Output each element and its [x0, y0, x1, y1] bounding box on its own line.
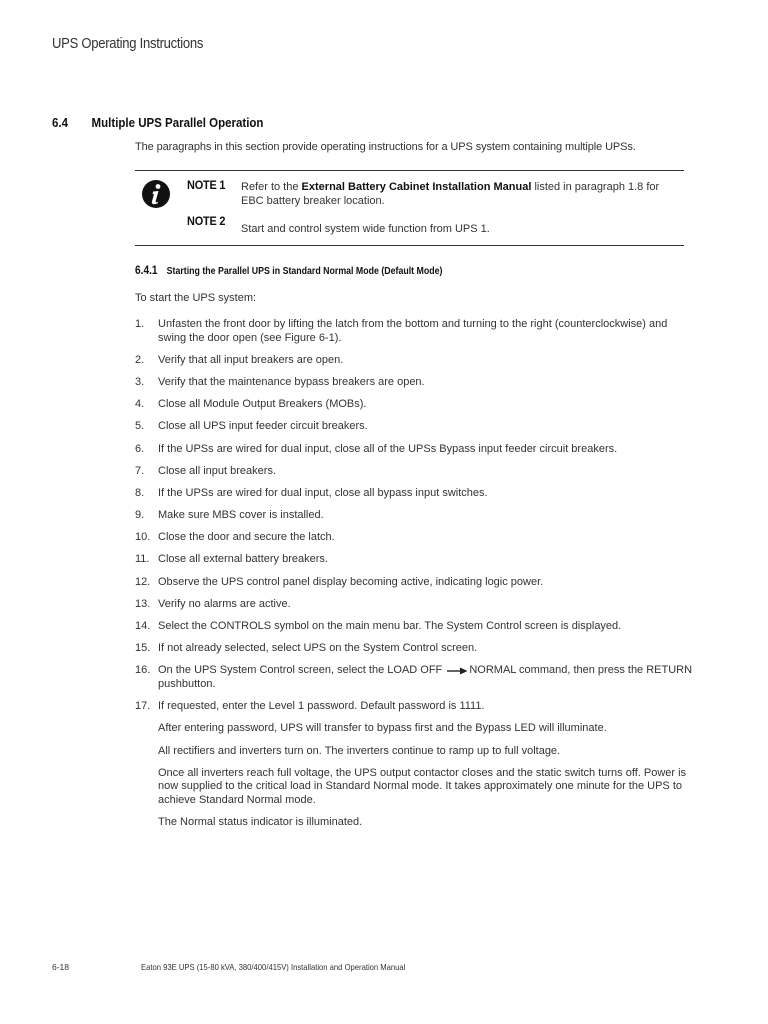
list-item: 4. Close all Module Output Breakers (MOBs).: [135, 398, 367, 411]
note-1-suffix: listed in paragraph 1.8 for EBC battery breaker location.: [241, 181, 660, 207]
list-item: 5. Close all UPS input feeder circuit breakers.: [135, 420, 368, 433]
subsection-title: Starting the Parallel UPS in Standard Normal Mode (Default Mode): [166, 266, 443, 277]
note-1-prefix: Refer to the: [241, 181, 302, 193]
step-list: [135, 318, 695, 838]
list-item: 15. If not already selected, select UPS on the System Control screen.: [135, 642, 478, 655]
list-item: 1. Unfasten the front door by lifting the latch from the bottom and turning to the right (counterclockwise) and swing the door open (see Figure 6-1).: [135, 318, 668, 344]
step-17-detail: Once all inverters reach full voltage, the UPS output contactor closes and the static switch turns off. Power is now supplied to the critical load in Standard Normal mode. It takes approximately one minute for the UPS to achieve Standard Normal mode.: [158, 766, 687, 806]
footer-page-number: 6-18: [52, 962, 70, 972]
note-top-rule: [135, 170, 684, 171]
list-item: 6. If the UPSs are wired for dual input, close all of the UPSs Bypass input feeder circuit breakers.: [135, 442, 618, 455]
section-heading: [52, 116, 263, 130]
list-item: 12. Observe the UPS control panel display becoming active, indicating logic power.: [135, 575, 544, 588]
note-bottom-rule: [135, 245, 684, 246]
note-2-text: Start and control system wide function from UPS 1.: [241, 223, 490, 235]
step-17-detail: After entering password, UPS will transfer to bypass first and the Bypass LED will illuminate.: [158, 722, 607, 735]
list-item: 11. Close all external battery breakers.: [135, 553, 328, 566]
list-item: 2. Verify that all input breakers are open.: [135, 353, 344, 366]
info-icon: [141, 179, 171, 209]
step-17-detail: The Normal status indicator is illuminated.: [158, 816, 363, 829]
list-item: 16. On the UPS System Control screen, select the LOAD OFF NORMAL command, then press the RETURN pushbutton.: [135, 664, 693, 690]
page-header: UPS Operating Instructions: [52, 36, 204, 52]
subsection-number: 6.4.1: [135, 265, 158, 277]
note-2-label: NOTE 2: [187, 216, 226, 228]
note-1-label: NOTE 1: [187, 180, 226, 192]
arrow-right-icon: [446, 667, 468, 675]
list-item: 10. Close the door and secure the latch.: [135, 531, 335, 544]
list-item: 9. Make sure MBS cover is installed.: [135, 509, 324, 522]
list-item: 14. Select the CONTROLS symbol on the main menu bar. The System Control screen is displayed.: [135, 620, 622, 633]
note-1-reference: External Battery Cabinet Installation Manual: [301, 181, 532, 193]
note-1-text: [241, 181, 681, 208]
footer-manual-title: Eaton 93E UPS (15-80 kVA, 380/400/415V) Installation and Operation Manual: [141, 962, 406, 972]
list-item: 7. Close all input breakers.: [135, 464, 277, 477]
list-item: 13. Verify no alarms are active.: [135, 597, 291, 610]
lead-text: To start the UPS system:: [135, 292, 257, 304]
section-number: 6.4: [52, 116, 68, 130]
list-item: 3. Verify that the maintenance bypass breakers are open.: [135, 375, 425, 388]
step-17-detail: All rectifiers and inverters turn on. The inverters continue to ramp up to full voltage.: [158, 744, 561, 757]
list-item: 17. If requested, enter the Level 1 password. Default password is 1111. After entering password, UPS will transfer to bypass first and the Bypass LED will illuminate. All rectifiers and inverters turn on. The inverters continue to ramp up to full voltage. Once all inverters reach full voltage, the UPS output contactor closes and the static switch turns off. Power is now supplied to the critical load in Standard Normal mode. It takes approximately one minute for the UPS to achieve Standard Normal mode. The Normal status indicator is illuminated.: [135, 700, 695, 830]
section-title: Multiple UPS Parallel Operation: [91, 116, 264, 130]
intro-paragraph: The paragraphs in this section provide operating instructions for a UPS system containing multiple UPSs.: [135, 141, 636, 153]
list-item: 8. If the UPSs are wired for dual input, close all bypass input switches.: [135, 486, 488, 499]
subsection-heading: [135, 265, 442, 277]
